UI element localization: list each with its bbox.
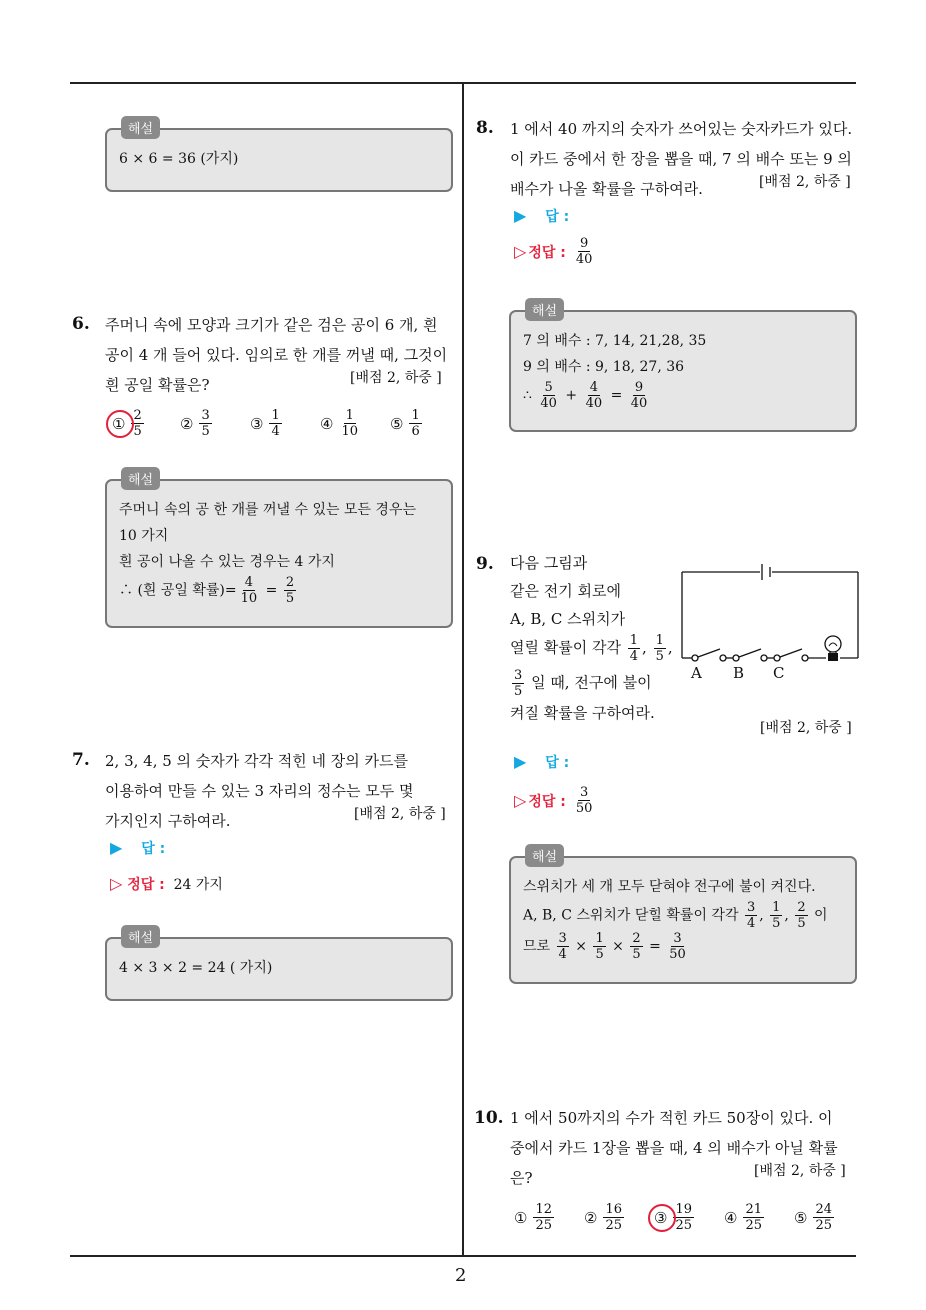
explanation-tag: 해설 [121, 116, 160, 139]
explanation-tag: 해설 [525, 298, 564, 321]
page-number: 2 [455, 1265, 467, 1286]
switch-a-lever [698, 649, 720, 657]
correct-answer-row: ▷ 정답 : $\frac{9}{40}$ [514, 236, 593, 267]
switch-b-contact [733, 655, 739, 661]
question-text: 2, 3, 4, 5 의 숫자가 각각 적힌 네 장의 카드를 이용하여 만들 수 있는 3 자리의 정수는 모두 몇 가지인지 구하여라. [105, 752, 414, 830]
bulb-filament [829, 643, 837, 646]
choice-list [112, 408, 450, 439]
correct-answer-row: ▷ 정답 : 24 가지 [110, 874, 223, 893]
question-text: 주머니 속에 모양과 크기가 같은 검은 공이 6 개, 흰 공이 4 개 들어 있다. 임의로 한 개를 꺼낼 때, 그것이 흰 공일 확률은? [105, 316, 448, 394]
switch-b-lever [739, 649, 761, 657]
score-label: [배점 2, 하중 ] [354, 806, 446, 822]
explanation-box-q9 [509, 850, 857, 984]
explanation-box-q7 [105, 931, 453, 1001]
switch-c-contact [774, 655, 780, 661]
explanation-tag: 해설 [525, 844, 564, 867]
choice-2[interactable]: ② $\frac{3}{5}$ [180, 408, 210, 439]
explanation-tag: 해설 [121, 467, 160, 490]
score-label: [배점 2, 하중 ] [760, 720, 852, 736]
choice-3[interactable]: ③ $\frac{1}{4}$ [250, 408, 280, 439]
choice-3[interactable]: ③ $\frac{19}{25}$ [654, 1202, 724, 1233]
switch-a-contact [692, 655, 698, 661]
explanation-text: 스위치가 세 개 모두 닫혀야 전구에 불이 켜진다. A, B, C 스위치가 닫힐 확률이 각각 $\frac{3}{4}$ , $\frac{1}{5}$ , $\frac{2}{5}$ 이 므로 $\frac{3}{4}$ × $\frac{1}{5}$ × $\frac{2}{5}$ = $\frac{3}{50}$ [523, 879, 828, 962]
play-icon: ▶ [110, 838, 123, 857]
circuit-diagram [678, 558, 862, 688]
choice-1[interactable]: ① $\frac{12}{25}$ [514, 1202, 552, 1233]
play-icon: ▶ [514, 206, 527, 225]
score-label: [배점 2, 하중 ] [759, 174, 851, 190]
selected-mark [648, 1204, 676, 1232]
choice-5[interactable]: ⑤ $\frac{24}{25}$ [794, 1202, 832, 1233]
question-text: 1 에서 50까지의 수가 적힌 카드 50장이 있다. 이 중에서 카드 1장을 뽑을 때, 4 의 배수가 아닐 확률은? [510, 1109, 838, 1187]
answer-row: ▶ 답 : [514, 206, 570, 225]
question-number: 9. [476, 554, 494, 574]
explanation-tag: 해설 [121, 925, 160, 948]
answer-row: ▶ 답 : [514, 752, 570, 771]
column-divider [462, 82, 464, 1257]
triangle-outline-icon: ▷ [110, 874, 123, 893]
switch-label-c: C [773, 664, 785, 682]
explanation-text: 주머니 속의 공 한 개를 꺼낼 수 있는 모든 경우는 10 가지 흰 공이 나올 수 있는 경우는 4 가지 ∴ (흰 공일 확률)= $\frac{4}{10}$ = $\frac{2}{5}$ [119, 502, 417, 606]
choice-list [514, 1202, 854, 1233]
choice-4[interactable]: ④ $\frac{21}{25}$ [724, 1202, 762, 1233]
selected-mark [106, 410, 134, 438]
explanation-box-q8 [509, 304, 857, 432]
choice-4[interactable]: ④ $\frac{1}{10}$ [320, 408, 358, 439]
switch-label-b: B [733, 664, 745, 682]
explanation-text: 4 × 3 × 2 = 24 ( 가지) [119, 960, 273, 976]
answer-row: ▶ 답 : [110, 838, 166, 857]
choice-5[interactable]: ⑤ $\frac{1}{6}$ [390, 408, 420, 439]
bulb-base [828, 653, 838, 661]
explanation-text: 6 × 6 = 36 (가지) [119, 151, 239, 167]
question-text: 다음 그림과 같은 전기 회로에 A, B, C 스위치가 열릴 확률이 각각 $\frac{1}{4}$ , $\frac{1}{5}$ , $\frac{3}{5}$ 일 때, 전구에 불이 켜질 확률을 구하여라. [510, 554, 673, 722]
triangle-outline-icon: ▷ [514, 242, 527, 261]
explanation-box-q5 [105, 122, 453, 192]
question-number: 10. [474, 1108, 504, 1128]
explanation-box-q6 [105, 473, 453, 628]
choice-1[interactable]: ① $\frac{2}{5}$ [112, 408, 180, 439]
score-label: [배점 2, 하중 ] [754, 1163, 846, 1179]
triangle-outline-icon: ▷ [514, 791, 527, 810]
bottom-rule [70, 1255, 856, 1257]
play-icon: ▶ [514, 752, 527, 771]
question-number: 7. [72, 750, 90, 770]
explanation-text: 7 의 배수 : 7, 14, 21,28, 35 9 의 배수 : 9, 18, 27, 36 ∴ $\frac{5}{40}$ + $\frac{4}{40}$ = $\frac{9}{40}$ [523, 333, 707, 411]
question-number: 8. [476, 118, 494, 138]
choice-2[interactable]: ② $\frac{16}{25}$ [584, 1202, 622, 1233]
switch-c-lever [780, 649, 802, 657]
question-text: 1 에서 40 까지의 숫자가 쓰어있는 숫자카드가 있다. 이 카드 중에서 한 장을 뽑을 때, 7 의 배수 또는 9 의 배수가 나올 확률을 구하여라. [510, 120, 853, 198]
correct-answer-row: ▷ 정답 : $\frac{3}{50}$ [514, 785, 593, 816]
bulb-globe [825, 636, 841, 652]
score-label: [배점 2, 하중 ] [350, 370, 442, 386]
switch-label-a: A [691, 664, 702, 682]
question-number: 6. [72, 314, 90, 334]
